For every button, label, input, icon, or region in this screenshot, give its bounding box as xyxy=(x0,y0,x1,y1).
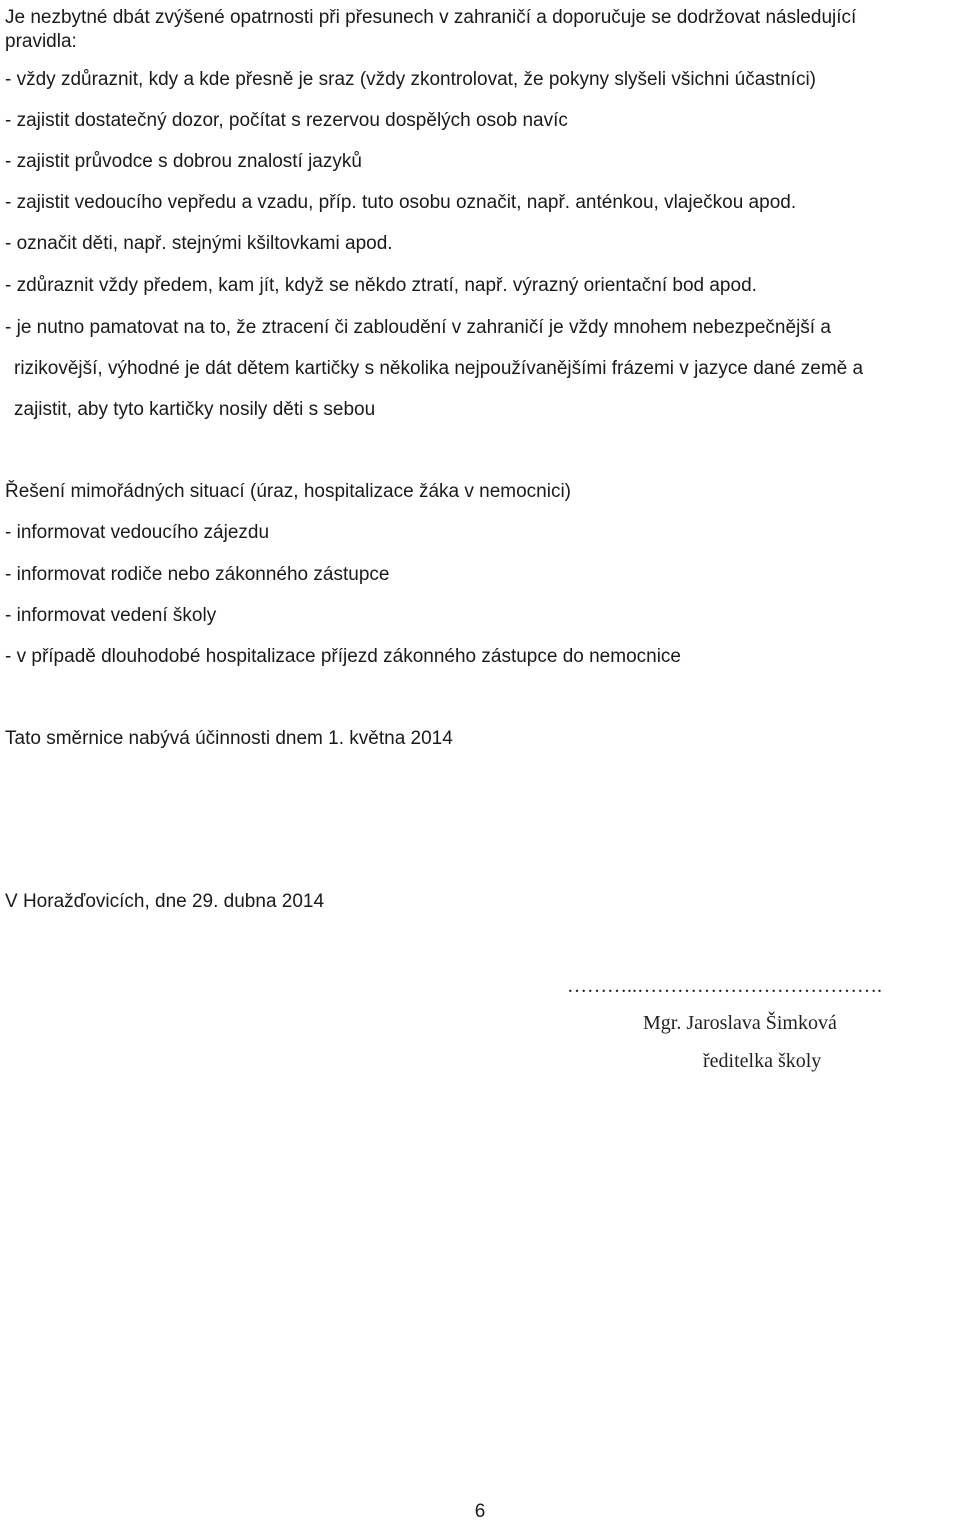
emergency-item: - informovat vedoucího zájezdu xyxy=(5,522,270,543)
signatory-role: ředitelka školy xyxy=(703,1050,822,1072)
signatory-name: Mgr. Jaroslava Šimková xyxy=(643,1012,837,1034)
rule-continuation: zajistit, aby tyto kartičky nosily děti s sebou xyxy=(14,399,376,420)
rule-item: - je nutno pamatovat na to, že ztracení či zabloudění v zahraničí je vždy mnohem nebezpečnější a xyxy=(5,317,831,338)
intro-line-1: Je nezbytné dbát zvýšené opatrnosti při přesunech v zahraničí a doporučuje se dodržovat následující xyxy=(5,7,857,28)
emergency-item: - v případě dlouhodobé hospitalizace příjezd zákonného zástupce do nemocnice xyxy=(5,646,682,667)
page-number: 6 xyxy=(474,1501,486,1522)
rule-item: - vždy zdůraznit, kdy a kde přesně je sraz (vždy zkontrolovat, že pokyny slyšeli všichni účastníci) xyxy=(5,69,816,90)
emergency-heading: Řešení mimořádných situací (úraz, hospitalizace žáka v nemocnici) xyxy=(5,481,572,502)
place-date: V Horažďovicích, dne 29. dubna 2014 xyxy=(5,891,325,912)
signature-line: ………..………………………………. xyxy=(567,975,882,997)
rule-item: - označit děti, např. stejnými kšiltovkami apod. xyxy=(5,233,393,254)
rule-item: - zdůraznit vždy předem, kam jít, když se někdo ztratí, např. výrazný orientační bod apod. xyxy=(5,275,757,296)
rule-continuation: rizikovější, výhodné je dát dětem kartičky s několika nejpoužívanějšími frázemi v jazyce dané země a xyxy=(14,358,864,379)
rule-item: - zajistit dostatečný dozor, počítat s rezervou dospělých osob navíc xyxy=(5,110,568,131)
emergency-item: - informovat rodiče nebo zákonného zástupce xyxy=(5,564,390,585)
effective-date: Tato směrnice nabývá účinnosti dnem 1. května 2014 xyxy=(5,728,453,749)
emergency-item: - informovat vedení školy xyxy=(5,605,217,626)
intro-line-2: pravidla: xyxy=(5,31,77,52)
rule-item: - zajistit vedoucího vepředu a vzadu, příp. tuto osobu označit, např. anténkou, vlaječkou apod. xyxy=(5,192,797,213)
rule-item: - zajistit průvodce s dobrou znalostí jazyků xyxy=(5,151,362,172)
